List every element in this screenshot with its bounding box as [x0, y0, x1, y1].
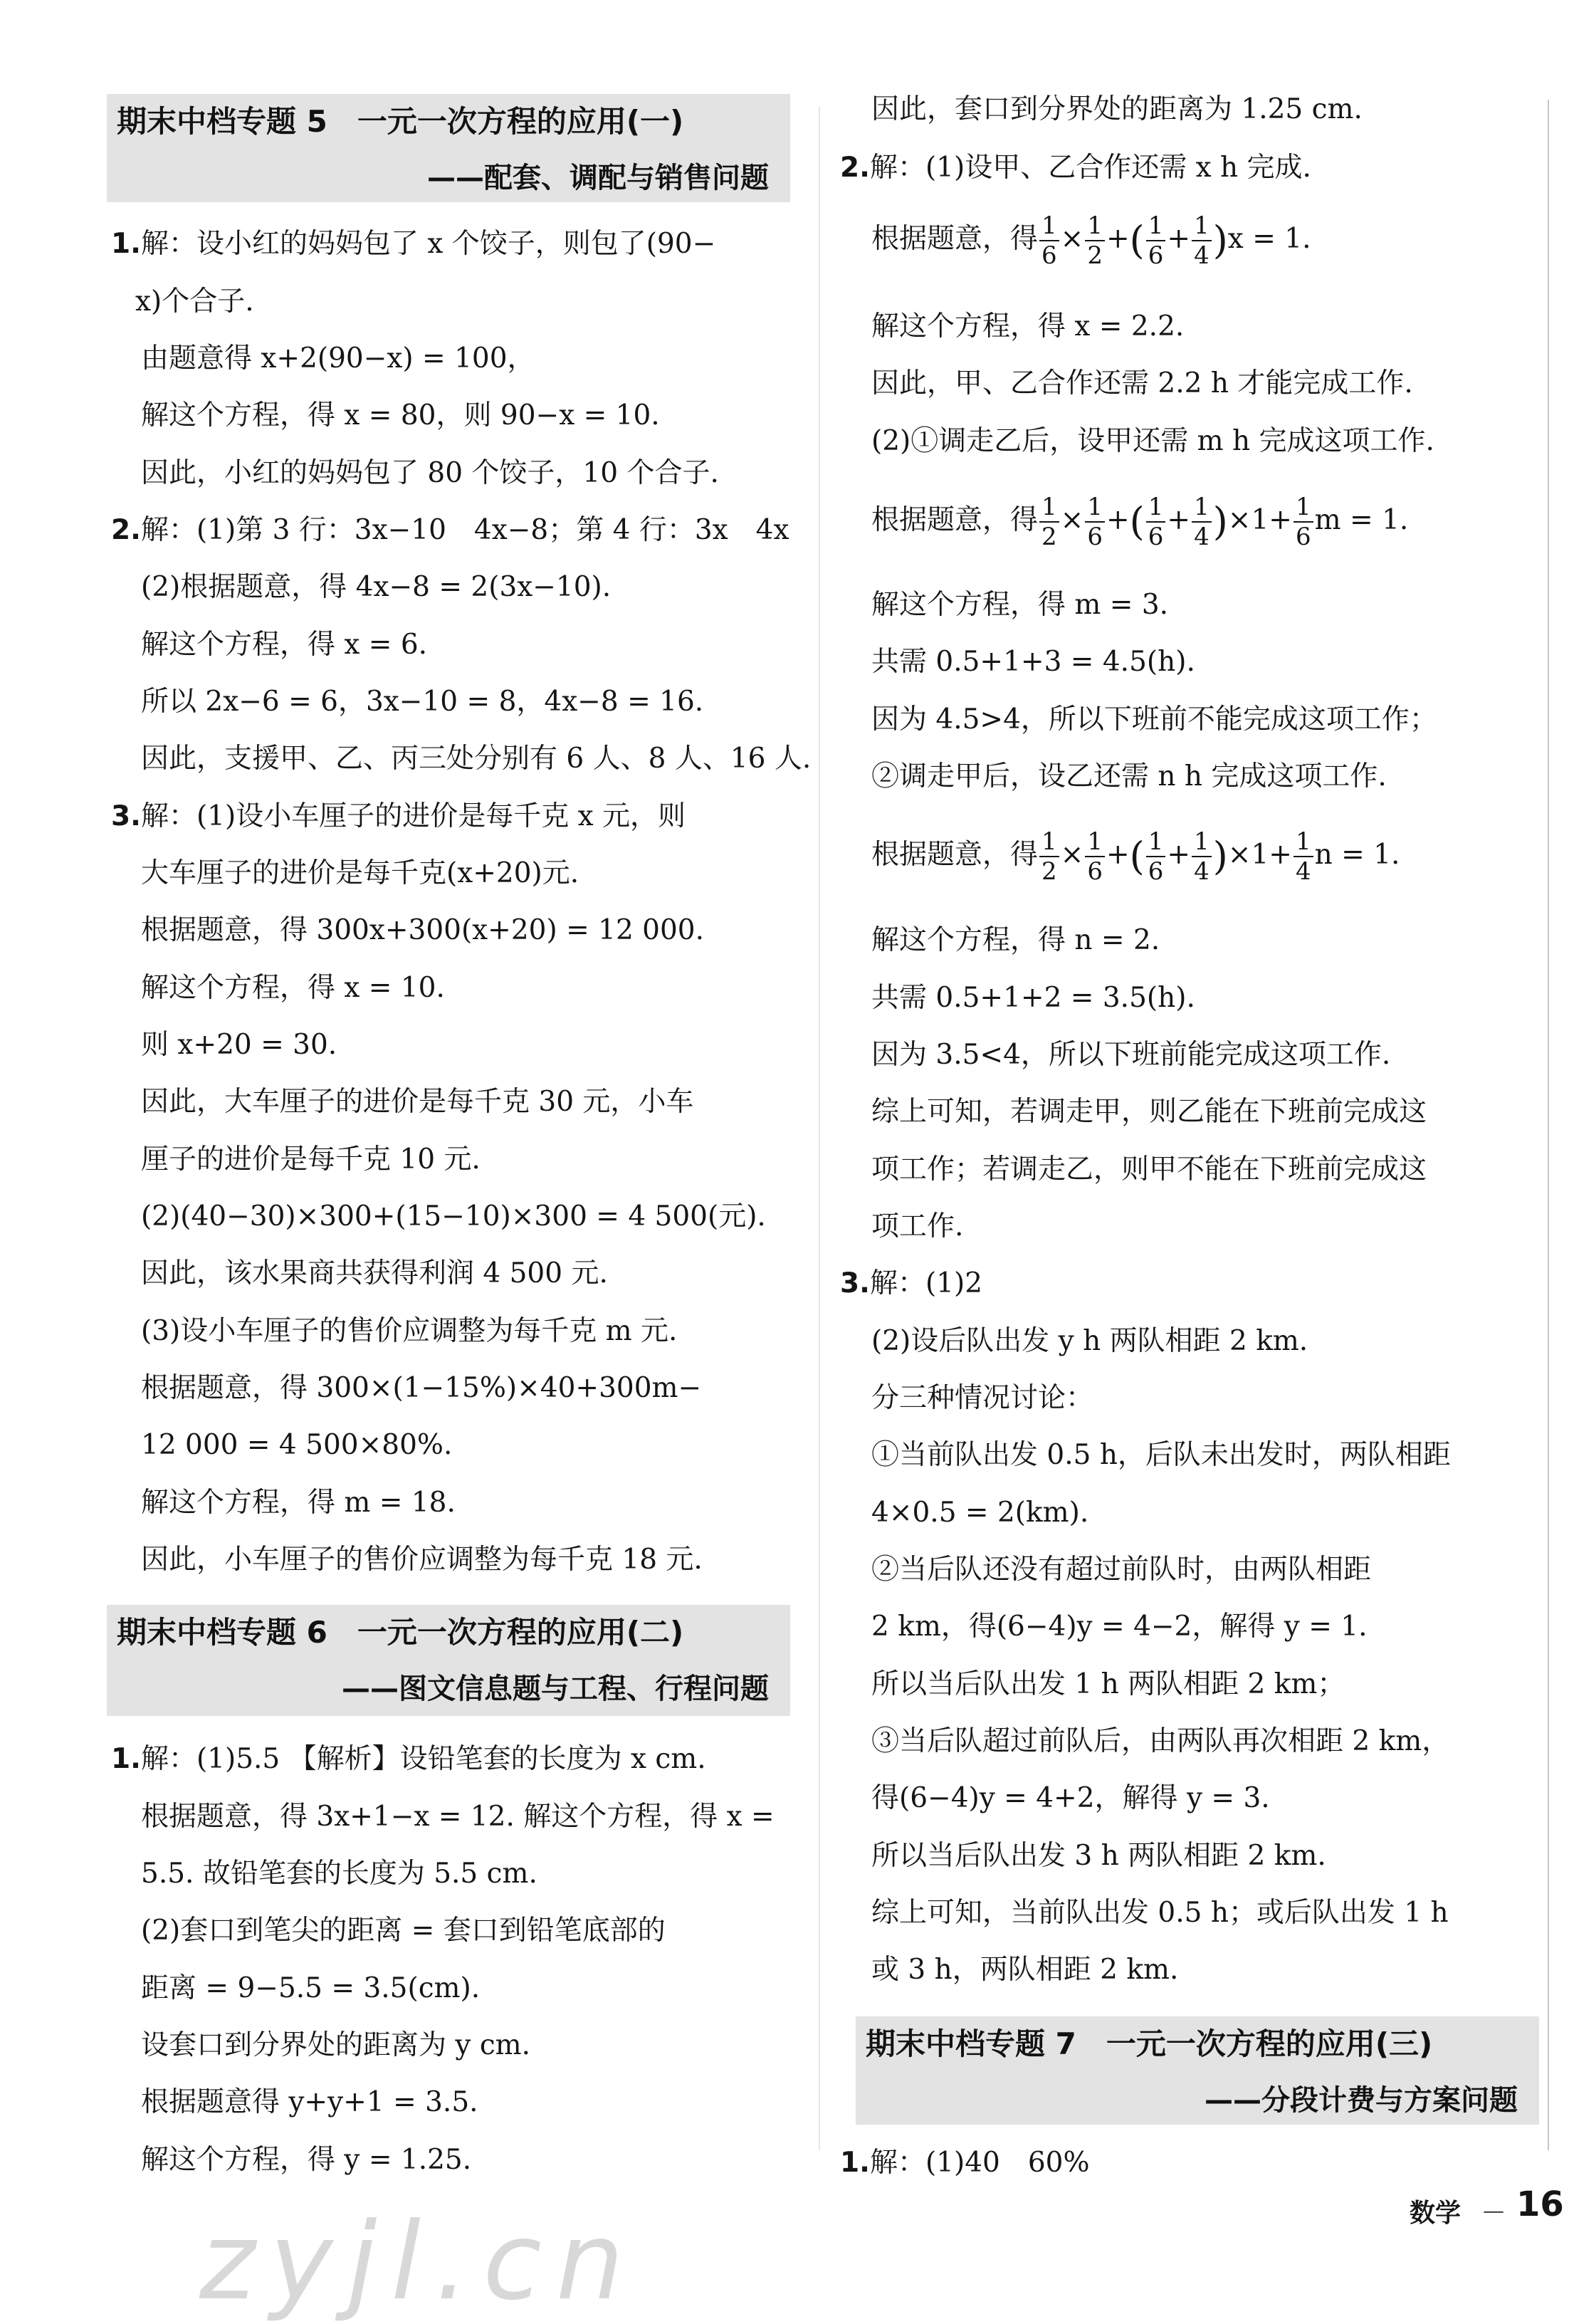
answer-line: 大车厘子的进价是每千克(x+20)元.: [141, 857, 579, 889]
answer-line: 距离 = 9−5.5 = 3.5(cm).: [141, 1972, 481, 2004]
fraction: $\frac{1}{6}$: [1293, 495, 1313, 549]
answer-line: 因此，支援甲、乙、丙三处分别有 6 人、8 人、16 人.: [141, 743, 812, 775]
footer-subject: 数学: [1410, 2199, 1462, 2228]
section-subtitle: ——分段计费与方案问题: [1205, 2084, 1518, 2117]
answer-line: 因此，该水果商共获得利润 4 500 元.: [141, 1257, 608, 1289]
answer-line: (2)(40−30)×300+(15−10)×300 = 4 500(元).: [141, 1200, 766, 1232]
watermark: zyjl.cn: [199, 2200, 639, 2324]
fraction: $\frac{1}{4}$: [1293, 829, 1313, 884]
section-title: 期末中档专题 6 一元一次方程的应用(二): [117, 1615, 684, 1650]
answer-line: 所以当后队出发 3 h 两队相距 2 km.: [871, 1840, 1326, 1872]
fraction: $\frac{1}{6}$: [1085, 829, 1105, 884]
answer-line: 3.解：(1)2: [840, 1267, 983, 1299]
section-title: 期末中档专题 7 一元一次方程的应用(三): [866, 2026, 1433, 2061]
fraction: $\frac{1}{2}$: [1039, 829, 1059, 884]
answer-line: 因为 3.5<4，所以下班前能完成这项工作.: [871, 1039, 1391, 1071]
fraction: $\frac{1}{6}$: [1146, 495, 1166, 549]
answer-line: 项工作；若调走乙，则甲不能在下班前完成这: [871, 1153, 1427, 1185]
answer-line: 由题意得 x+2(90−x) = 100，: [141, 342, 535, 375]
fraction: $\frac{1}{4}$: [1192, 495, 1212, 549]
answer-line: 解这个方程，得 x = 2.2.: [871, 310, 1185, 342]
answer-line: 2.解：(1)第 3 行：3x−10 4x−8；第 4 行：3x 4x: [111, 514, 789, 546]
fraction: $\frac{1}{2}$: [1085, 214, 1105, 268]
answer-line: 1.解：设小红的妈妈包了 x 个饺子，则包了(90−: [111, 228, 716, 260]
answer-line: 因此，小红的妈妈包了 80 个饺子，10 个合子.: [141, 457, 719, 489]
answer-line: 根据题意，得 300×(1−15%)×40+300m−: [141, 1372, 702, 1404]
fraction: $\frac{1}{6}$: [1146, 829, 1166, 884]
section-subtitle: ——配套、调配与销售问题: [427, 162, 769, 194]
equation-line: 根据题意，得 $\frac{1}{2}$ × $\frac{1}{6}$ +( $\frac{1}{6}$ + $\frac{1}{4}$ )×1+ $\frac{1}{6}$ m = 1.: [871, 493, 1409, 551]
question-number: 2.: [840, 152, 870, 184]
question-number: 1.: [111, 228, 141, 260]
answer-line: ①当前队出发 0.5 h，后队未出发时，两队相距: [871, 1439, 1451, 1471]
answer-line: 根据题意，得 300x+300(x+20) = 12 000.: [141, 914, 705, 946]
answer-line: (3)设小车厘子的售价应调整为每千克 m 元.: [141, 1315, 678, 1347]
answer-line: 4×0.5 = 2(km).: [871, 1497, 1089, 1529]
answer-line: 则 x+20 = 30.: [141, 1029, 337, 1061]
answer-line: 解这个方程，得 x = 10.: [141, 972, 445, 1004]
answer-line: 分三种情况讨论：: [871, 1382, 1094, 1414]
answer-line: 根据题意，得 3x+1−x = 12. 解这个方程，得 x =: [141, 1801, 775, 1833]
question-number: 1.: [840, 2147, 870, 2179]
answer-line: (2)套口到笔尖的距离 = 套口到铅笔底部的: [141, 1915, 666, 1947]
question-number: 3.: [840, 1267, 870, 1299]
equation-line: 根据题意，得 $\frac{1}{6}$ × $\frac{1}{2}$ +( $\frac{1}{6}$ + $\frac{1}{4}$ )x = 1.: [871, 211, 1311, 270]
answer-line: 综上可知，若调走甲，则乙能在下班前完成这: [871, 1096, 1427, 1128]
fraction: $\frac{1}{6}$: [1085, 495, 1105, 549]
answer-line: 因此，小车厘子的售价应调整为每千克 18 元.: [141, 1544, 703, 1576]
answer-line: 所以当后队出发 1 h 两队相距 2 km；: [871, 1668, 1345, 1700]
answer-line: ②调走甲后，设乙还需 n h 完成这项工作.: [871, 760, 1387, 792]
answer-line: 根据题意得 y+y+1 = 3.5.: [141, 2086, 478, 2118]
answer-line: 解这个方程，得 n = 2.: [871, 924, 1160, 956]
equation-line: 根据题意，得 $\frac{1}{2}$ × $\frac{1}{6}$ +( $\frac{1}{6}$ + $\frac{1}{4}$ )×1+ $\frac{1}{4}$ n = 1.: [871, 827, 1400, 886]
fraction: $\frac{1}{4}$: [1192, 214, 1212, 268]
answer-line: 解这个方程，得 y = 1.25.: [141, 2144, 472, 2176]
answer-line: 解这个方程，得 x = 80，则 90−x = 10.: [141, 399, 660, 431]
section-header-7: [856, 2016, 1539, 2125]
answer-line: 因此，套口到分界处的距离为 1.25 cm.: [871, 93, 1363, 125]
page-number: 16: [1516, 2184, 1564, 2224]
fraction: $\frac{1}{4}$: [1192, 829, 1212, 884]
footer-dash: －: [1481, 2199, 1507, 2228]
section-subtitle: ——图文信息题与工程、行程问题: [342, 1673, 769, 1705]
question-number: 3.: [111, 800, 141, 832]
answer-line: 得(6−4)y = 4+2，解得 y = 3.: [871, 1782, 1270, 1814]
right-edge-rule: [1548, 100, 1549, 2150]
fraction: $\frac{1}{6}$: [1146, 214, 1166, 268]
answer-line: 因此，甲、乙合作还需 2.2 h 才能完成工作.: [871, 367, 1413, 399]
answer-line: 共需 0.5+1+2 = 3.5(h).: [871, 982, 1195, 1014]
answer-line: 厘子的进价是每千克 10 元.: [141, 1143, 481, 1176]
fraction: $\frac{1}{2}$: [1039, 495, 1059, 549]
answer-line: (2)①调走乙后，设甲还需 m h 完成这项工作.: [871, 425, 1434, 457]
answer-line: 2 km，得(6−4)y = 4−2，解得 y = 1.: [871, 1611, 1368, 1643]
answer-line: 或 3 h，两队相距 2 km.: [871, 1954, 1179, 1986]
answer-line: 1.解：(1)40 60%: [840, 2147, 1090, 2179]
answer-line: 综上可知，当前队出发 0.5 h；或后队出发 1 h: [871, 1897, 1449, 1929]
answer-line: 所以 2x−6 = 6，3x−10 = 8，4x−8 = 16.: [141, 686, 704, 718]
answer-line: x)个合子.: [135, 286, 254, 318]
column-divider: [819, 107, 820, 2150]
answer-line: 3.解：(1)设小车厘子的进价是每千克 x 元，则: [111, 800, 686, 832]
answer-line: (2)根据题意，得 4x−8 = 2(3x−10).: [141, 571, 612, 603]
answer-line: 1.解：(1)5.5 【解析】设铅笔套的长度为 x cm.: [111, 1743, 706, 1775]
section-header-6: [107, 1605, 790, 1716]
question-number: 1.: [111, 1743, 141, 1775]
question-number: 2.: [111, 514, 141, 546]
answer-line: 解这个方程，得 m = 3.: [871, 589, 1169, 621]
answer-line: 12 000 = 4 500×80%.: [141, 1429, 453, 1461]
answer-line: 项工作.: [871, 1210, 964, 1242]
answer-line: 共需 0.5+1+3 = 4.5(h).: [871, 646, 1195, 678]
fraction: $\frac{1}{6}$: [1039, 214, 1059, 268]
answer-line: 2.解：(1)设甲、乙合作还需 x h 完成.: [840, 152, 1311, 184]
answer-line: 解这个方程，得 m = 18.: [141, 1487, 456, 1519]
answer-line: 解这个方程，得 x = 6.: [141, 629, 428, 661]
answer-line: 设套口到分界处的距离为 y cm.: [141, 2029, 531, 2061]
answer-line: ③当后队超过前队后，由两队再次相距 2 km，: [871, 1725, 1450, 1757]
answer-line: (2)设后队出发 y h 两队相距 2 km.: [871, 1325, 1308, 1357]
answer-line: 因为 4.5>4，所以下班前不能完成这项工作；: [871, 703, 1437, 736]
answer-line: ②当后队还没有超过前队时，由两队相距: [871, 1554, 1372, 1586]
answer-line: 因此，大车厘子的进价是每千克 30 元，小车: [141, 1086, 694, 1118]
section-title: 期末中档专题 5 一元一次方程的应用(一): [117, 104, 684, 139]
answer-line: 5.5. 故铅笔套的长度为 5.5 cm.: [141, 1858, 537, 1890]
section-header-5: [107, 94, 790, 202]
